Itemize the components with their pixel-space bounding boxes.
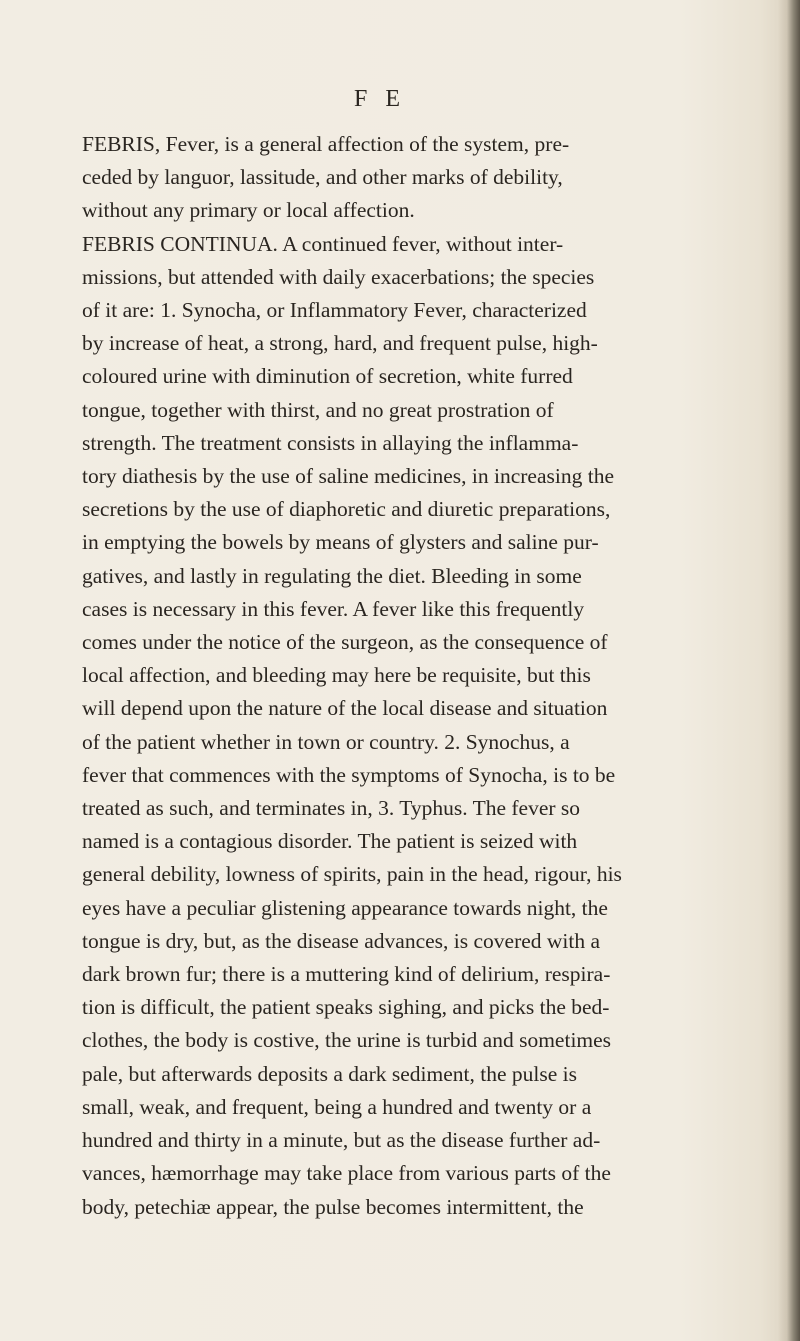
text-line: tory diathesis by the use of saline medicines, in increasing the (82, 464, 614, 489)
text-line: in emptying the bowels by means of glysters and saline pur- (82, 530, 599, 555)
text-line: pale, but afterwards deposits a dark sediment, the pulse is (82, 1061, 577, 1086)
text-line: secretions by the use of diaphoretic and diuretic preparations, (82, 497, 611, 522)
text-line: hundred and thirty in a minute, but as the disease further ad- (82, 1128, 601, 1153)
text-line: tongue, together with thirst, and no great prostration of (82, 397, 554, 422)
text-line: named is a contagious disorder. The patient is seized with (82, 829, 578, 854)
text-line: ceded by languor, lassitude, and other marks of debility, (82, 165, 563, 190)
text-line: eyes have a peculiar glistening appearance towards night, the (82, 895, 608, 920)
text-line: strength. The treatment consists in allaying the inflamma- (82, 430, 579, 455)
text-line: tongue is dry, but, as the disease advances, is covered with a (82, 928, 601, 953)
text-line: comes under the notice of the surgeon, as the consequence of (82, 630, 608, 655)
text-line: general debility, lowness of spirits, pain in the head, rigour, his (82, 862, 622, 887)
text-line: vances, hæmorrhage may take place from various parts of the (82, 1161, 611, 1186)
text-line: dark brown fur; there is a muttering kind of delirium, respira- (82, 962, 611, 987)
text-line: FEBRIS CONTINUA. A continued fever, without inter- (82, 231, 564, 256)
paragraph-febris (64, 128, 754, 228)
text-line: without any primary or local affection. (82, 198, 415, 223)
text-line: fever that commences with the symptoms of Synocha, is to be (82, 762, 616, 787)
text-line: small, weak, and frequent, being a hundred and twenty or a (82, 1094, 592, 1119)
text-line: by increase of heat, a strong, hard, and frequent pulse, high- (82, 331, 598, 356)
text-line: tion is difficult, the patient speaks sighing, and picks the bed- (82, 995, 610, 1020)
text-line: body, petechiæ appear, the pulse becomes intermittent, the (82, 1194, 584, 1219)
text-line: will depend upon the nature of the local disease and situation (82, 696, 608, 721)
text-line: cases is necessary in this fever. A fever like this frequently (82, 596, 585, 621)
running-head: F E (353, 86, 406, 112)
text-line: of the patient whether in town or country. 2. Synochus, a (82, 729, 570, 754)
text-line: FEBRIS, Fever, is a general affection of the system, pre- (82, 132, 570, 156)
text-line: of it are: 1. Synocha, or Inflammatory Fever, characterized (82, 298, 587, 323)
text-line: clothes, the body is costive, the urine is turbid and sometimes (82, 1028, 612, 1053)
page-edge-shadow (778, 0, 800, 1341)
text-line: gatives, and lastly in regulating the diet. Bleeding in some (82, 563, 582, 588)
text-line: treated as such, and terminates in, 3. Typhus. The fever so (82, 796, 581, 821)
page-text (64, 128, 754, 1224)
paragraph-febris-continua (64, 228, 754, 1224)
text-line: local affection, and bleeding may here be requisite, but this (82, 663, 591, 688)
text-line: missions, but attended with daily exacerbations; the species (82, 264, 595, 289)
text-line: coloured urine with diminution of secretion, white furred (82, 364, 573, 389)
